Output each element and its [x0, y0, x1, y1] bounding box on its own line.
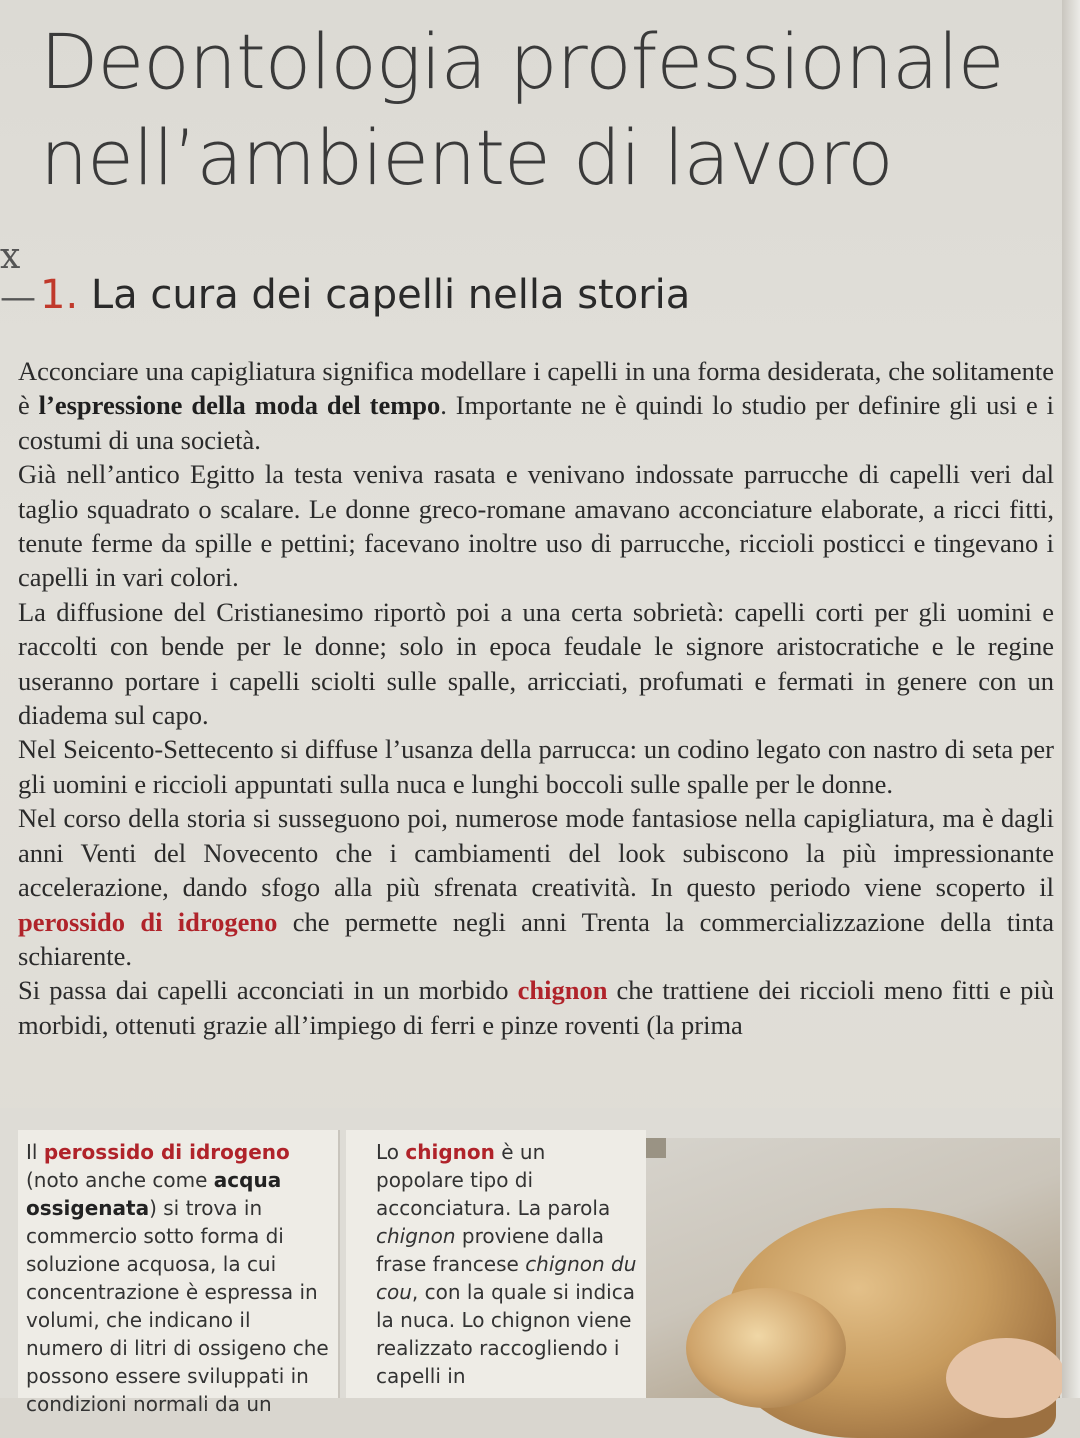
paragraph-2: Già nell’antico Egitto la testa veniva rasata e venivano indossate parrucche di capelli veri dal taglio squadrato o scalare. Le donne greco-romane amavano acconciature elaborate, a ricci fitti, tenute ferme da spille e pettini; facevano inoltre uso di parrucche, riccioli posticci e tingevano i capelli in vari colori. — [18, 459, 1054, 593]
page-edge — [1062, 0, 1080, 1398]
photo-chignon-bun — [686, 1288, 846, 1408]
text-run: che trattiene dei riccioli meno fitti e più morbidi, ottenuti grazie all’impiego di ferri e pinze roventi (la prima — [18, 975, 1054, 1040]
text-run: che permette negli anni Trenta la commercializzazione della tinta schiarente. — [18, 906, 1054, 971]
section-heading — [40, 272, 690, 318]
section-number: 1. — [40, 272, 79, 318]
bold-term: l’espressione della moda del tempo — [38, 390, 441, 421]
info-box-perossido — [18, 1130, 340, 1416]
text-run: Il — [26, 1140, 44, 1164]
text-run: ) si trova in commercio sotto forma di soluzione acquosa, la cui concentrazione è espressa in volumi, che indicano il numero di litri di ossigeno che possono essere sviluppati in condizioni normali da un — [26, 1196, 329, 1416]
text-run: Nel corso della storia si susseguono poi, numerose mode fantasiose nella capigliatura, ma è dagli anni Venti del Novecento che i cambiamenti del look subiscono la più impressionante accelerazione, dando sfogo alla più sfrenata creatività. In questo periodo viene scoperto il — [18, 803, 1054, 903]
highlight-term: chignon — [517, 975, 608, 1006]
paragraph-5 — [18, 801, 1054, 973]
highlight-term: perossido di idrogeno — [18, 906, 278, 937]
bold-term: acqua ossigenata — [26, 1168, 282, 1220]
text-run: . Importante ne è quindi lo studio per definire gli usi e i costumi di una società. — [18, 390, 1054, 455]
section-title: La cura dei capelli nella storia — [90, 272, 691, 318]
paragraph-6 — [18, 973, 1054, 1042]
handwritten-mark: x— — [0, 236, 36, 318]
text-run: Lo — [376, 1140, 406, 1164]
info-box-text — [26, 1138, 330, 1418]
photo-neck — [946, 1338, 1066, 1418]
italic-term: chignon du cou — [376, 1252, 637, 1304]
text-run: è un popolare tipo di acconciatura. La parola — [376, 1140, 611, 1220]
highlight-term: perossido di idrogeno — [43, 1140, 290, 1164]
page-title — [40, 14, 1020, 206]
info-box-chignon — [346, 1130, 646, 1398]
highlight-term: chignon — [405, 1140, 495, 1164]
italic-term: chignon — [376, 1224, 456, 1248]
body-text — [18, 354, 1054, 1042]
text-run: Acconciare una capigliatura significa modellare i capelli in una forma desiderata, che solitamente è — [18, 356, 1054, 421]
paragraph-4: Nel Seicento-Settecento si diffuse l’usanza della parrucca: un codino legato con nastro di seta per gli uomini e riccioli appuntati sulla nuca e lunghi boccoli sulle spalle per le donne. — [18, 734, 1054, 799]
photo-background-detail — [646, 1138, 666, 1158]
text-run: , con la quale si indica la nuca. Lo chignon viene realizzato raccogliendo i capelli in — [376, 1280, 635, 1388]
text-run: proviene dalla frase francese — [376, 1224, 604, 1276]
paragraph-3: La diffusione del Cristianesimo riportò poi a una certa sobrietà: capelli corti per gli uomini e raccolti con bende per le donne; solo in epoca feudale le signore aristocratiche e le regine useranno portare i capelli sciolti sulle spalle, arricciati, profumati e fermati in genere con un diadema sul capo. — [18, 596, 1054, 731]
title-line-2: nell’ambiente di lavoro — [40, 113, 893, 202]
info-box-text — [376, 1138, 638, 1390]
text-run: (noto anche come — [26, 1168, 214, 1192]
chignon-photo — [646, 1138, 1060, 1398]
title-line-1: Deontologia professionale — [40, 17, 1004, 106]
text-run: Si passa dai capelli acconciati in un morbido — [18, 975, 518, 1006]
paragraph-1 — [18, 354, 1054, 457]
